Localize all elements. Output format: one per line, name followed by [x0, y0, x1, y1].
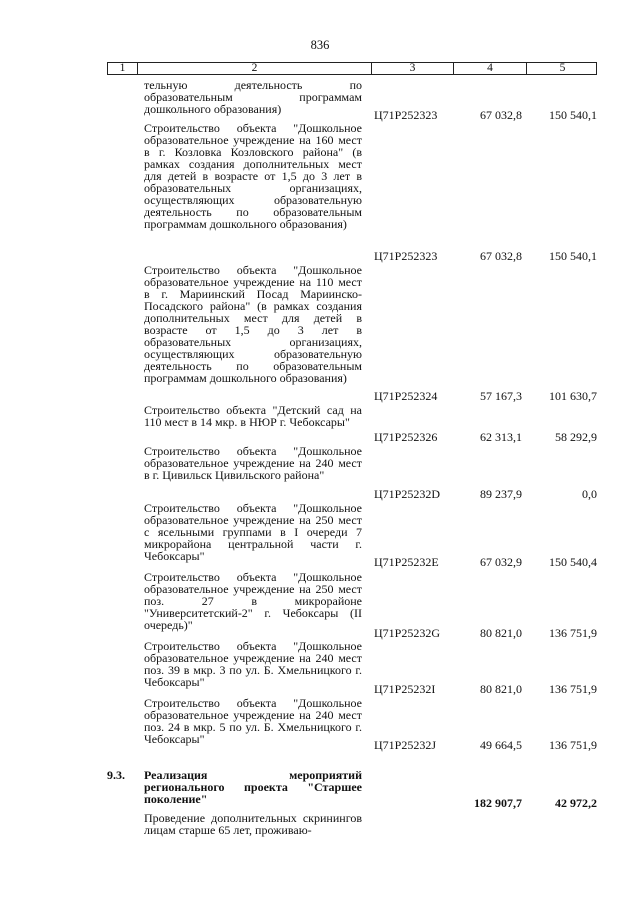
row-code: Ц71P25232J — [374, 738, 437, 752]
row-value-col5: 150 540,4 — [549, 555, 597, 569]
row-value-col4: 67 032,9 — [480, 555, 522, 569]
row-value-col4: 80 821,0 — [480, 626, 522, 640]
page-number: 836 — [310, 38, 330, 52]
row-code: Ц71P25232G — [374, 626, 441, 640]
row-description: Строительство объекта "Дошкольное образовательное учреждение на 240 мест в г. Цивильск Цивильского района" — [144, 444, 362, 482]
row-value-col5: 58 292,9 — [555, 430, 597, 444]
section-value-col5: 42 972,2 — [555, 796, 597, 810]
row-value-col4: 67 032,8 — [480, 249, 522, 263]
header-col-4: 4 — [487, 62, 493, 74]
section-value-col4: 182 907,7 — [474, 796, 522, 810]
row-description: Строительство объекта "Дошкольное образовательное учреждение на 240 мест поз. 39 в мкр. 3 по ул. Б. Хмельницкого г. Чебоксары" — [144, 639, 362, 689]
row-description: Строительство объекта "Дошкольное образовательное учреждение на 250 мест с ясельными группами в I очереди 7 микрорайона центральной части г. Чебоксары" — [144, 501, 362, 563]
row-code: Ц71P252324 — [374, 389, 438, 403]
row-value-col5: 136 751,9 — [549, 626, 597, 640]
row-description: Строительство объекта "Дошкольное образовательное учреждение на 160 мест в г. Козловка Козловского района" (в рамках создания дополнительных мест для детей в возрасте от 1,5 до 3 лет в образовательных организациях, осуществляющих образовательную деятельность по образовательным программам дошкольного образования) — [144, 121, 362, 231]
row-value-col4: 80 821,0 — [480, 682, 522, 696]
row-code: Ц71P252323 — [374, 108, 438, 122]
row-value-col5: 150 540,1 — [549, 249, 597, 263]
row-code: Ц71P25232D — [374, 487, 441, 501]
header-col-3: 3 — [409, 62, 416, 74]
row-description: Строительство объекта "Дошкольное образовательное учреждение на 240 мест поз. 24 в мкр. 5 по ул. Б. Хмельницкого г. Чебоксары" — [144, 696, 362, 746]
row-code: Ц71P25232I — [374, 682, 436, 696]
row-description: Строительство объекта "Детский сад на 110 мест в 14 мкр. в НЮР г. Чебоксары" — [144, 403, 362, 429]
row-description: Строительство объекта "Дошкольное образовательное учреждение на 110 мест в г. Мариинский Посад Мариинско-Посадского района" (в рамках создания дополнительных мест для детей в возрасте от 1,5 до 3 лет в образовательных организациях, осуществляющих образовательную деятельность по образовательным программам дошкольного образования) — [144, 263, 362, 385]
row-value-col5: 136 751,9 — [549, 682, 597, 696]
row-value-col4: 57 167,3 — [480, 389, 522, 403]
row-value-col5: 101 630,7 — [549, 389, 597, 403]
row-code: Ц71P25232E — [374, 555, 439, 569]
header-col-5: 5 — [559, 62, 566, 74]
section-number: 9.3. — [107, 768, 125, 782]
row-description: Проведение дополнительных скринингов лицам старше 65 лет, проживаю- — [144, 811, 362, 837]
row-value-col4: 62 313,1 — [480, 430, 522, 444]
table-header — [107, 62, 597, 75]
row-description: Строительство объекта "Дошкольное образовательное учреждение на 250 мест поз. 27 в микрорайоне "Университетский-2" г. Чебоксары (II очередь)" — [144, 570, 362, 632]
row-value-col5: 136 751,9 — [549, 738, 597, 752]
section-title: Реализация мероприятий регионального проекта "Старшее поколение" — [144, 768, 362, 806]
row-code: Ц71P252326 — [374, 430, 438, 444]
row-value-col4: 49 664,5 — [480, 738, 522, 752]
row-value-col5: 0,0 — [582, 487, 597, 501]
row-value-col4: 89 237,9 — [480, 487, 522, 501]
row-value-col5: 150 540,1 — [549, 108, 597, 122]
header-col-1: 1 — [119, 62, 126, 74]
row-value-col4: 67 032,8 — [480, 108, 522, 122]
header-col-2: 2 — [251, 62, 258, 74]
row-code: Ц71P252323 — [374, 249, 438, 263]
row-description: тельную деятельность по образовательным программам дошкольного образования) — [144, 78, 362, 116]
